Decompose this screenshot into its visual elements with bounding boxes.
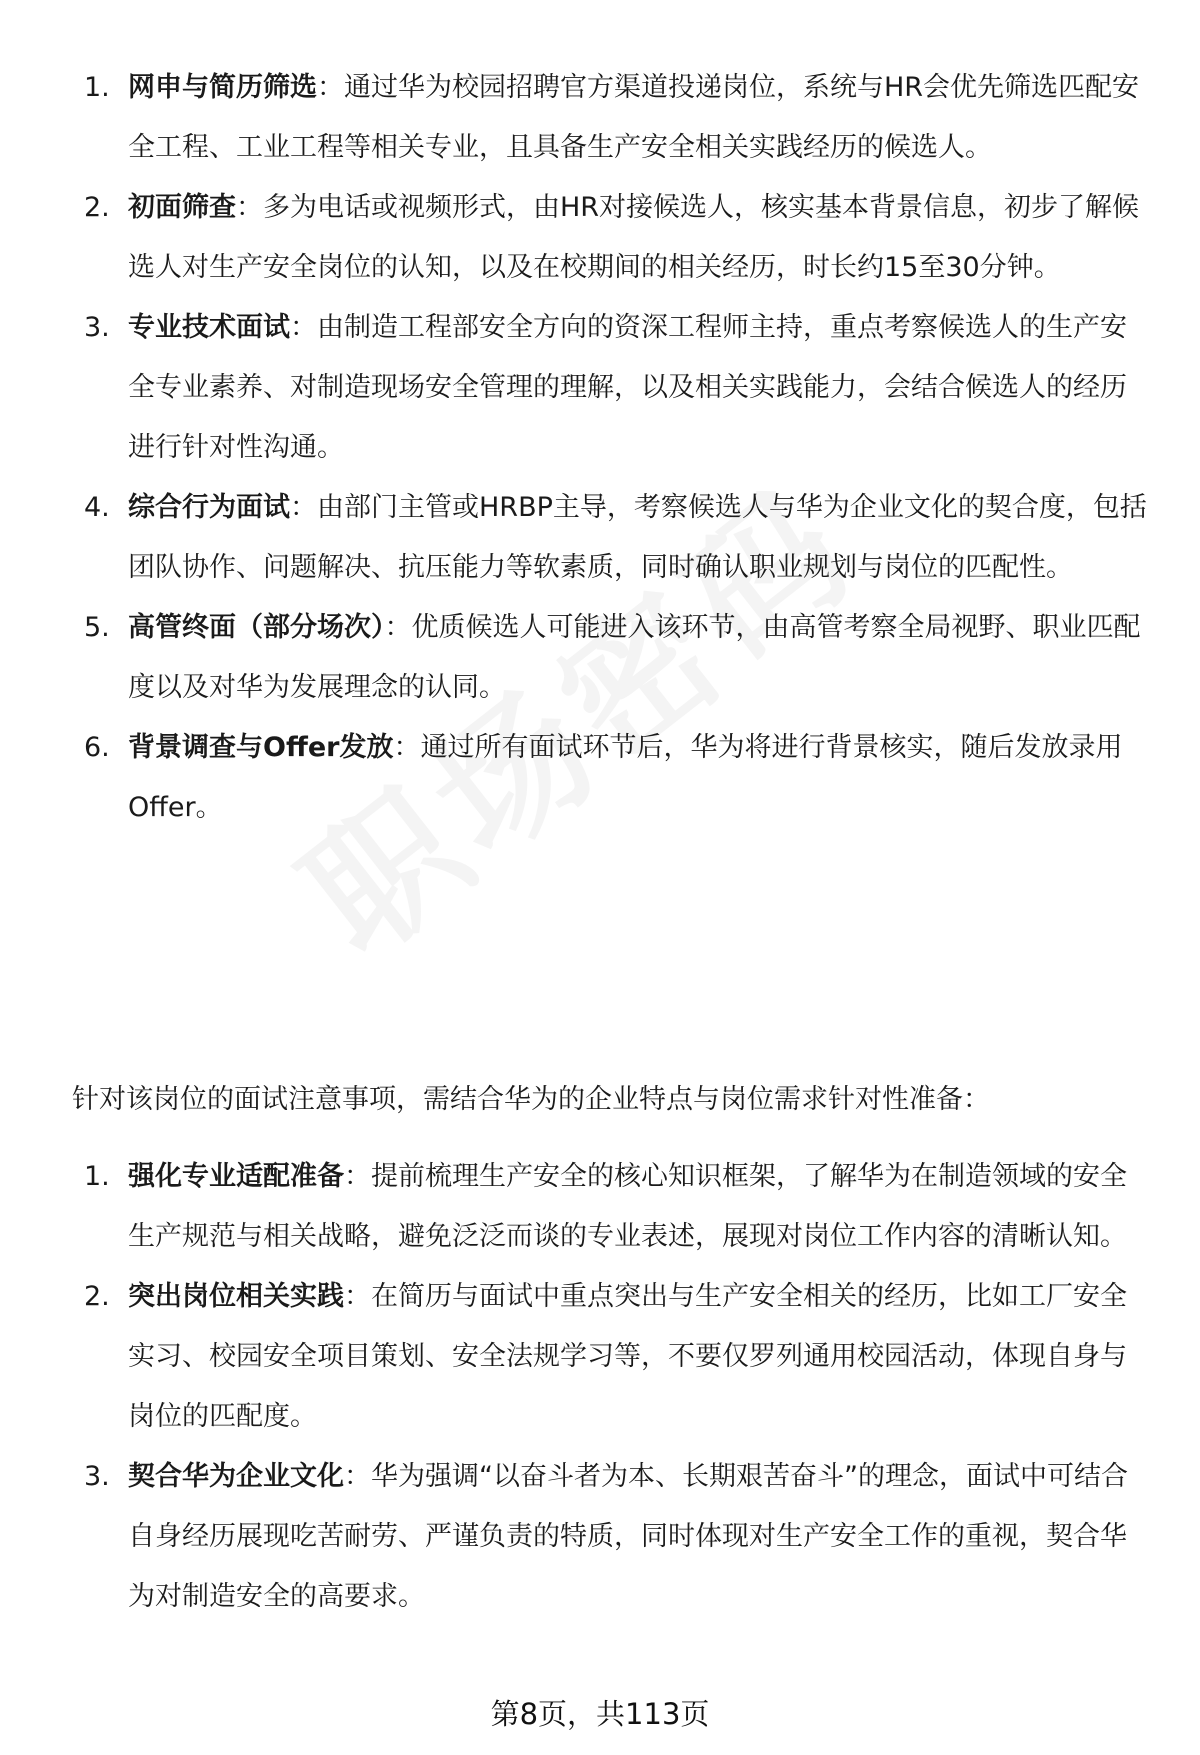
list-item [0, 298, 1200, 478]
list-item [0, 1447, 1200, 1627]
item-title: 综合行为面试 [128, 492, 290, 523]
item-title: 初面筛查 [128, 192, 236, 223]
item-title: 契合华为企业文化 [128, 1461, 344, 1492]
list-item [0, 178, 1200, 298]
intro-paragraph: 针对该岗位的面试注意事项，需结合华为的企业特点与岗位需求针对性准备： [72, 1084, 990, 1115]
list-item [0, 58, 1200, 178]
list-item [0, 718, 1200, 838]
item-title: 网申与简历筛选 [128, 72, 317, 103]
item-number: 3. [84, 1461, 110, 1492]
item-body: ：华为强调“以奋斗者为本、长期艰苦奋斗”的理念，面试中可结合自身经历展现吃苦耐劳、严谨负责的特质，同时体现对生产安全工作的重视，契合华为对制造安全的高要求。 [128, 1461, 1128, 1612]
item-body: ：多为电话或视频形式，由HR对接候选人，核实基本背景信息，初步了解候选人对生产安全岗位的认知，以及在校期间的相关经历，时长约15至30分钟。 [128, 192, 1140, 283]
list-item [0, 1267, 1200, 1447]
item-number: 2. [84, 1281, 110, 1312]
item-body: ：由制造工程部安全方向的资深工程师主持，重点考察候选人的生产安全专业素养、对制造现场安全管理的理解，以及相关实践能力，会结合候选人的经历进行针对性沟通。 [128, 312, 1127, 463]
item-number: 3. [84, 312, 110, 343]
item-body: ：通过华为校园招聘官方渠道投递岗位，系统与HR会优先筛选匹配安全工程、工业工程等相关专业，且具备生产安全相关实践经历的候选人。 [128, 72, 1140, 163]
item-body: ：通过所有面试环节后，华为将进行背景核实，随后发放录用Offer。 [128, 732, 1123, 823]
item-title: 专业技术面试 [128, 312, 290, 343]
item-number: 2. [84, 192, 110, 223]
item-body: ：提前梳理生产安全的核心知识框架，了解华为在制造领域的安全生产规范与相关战略，避免泛泛而谈的专业表述，展现对岗位工作内容的清晰认知。 [128, 1161, 1127, 1252]
item-body: ：在简历与面试中重点突出与生产安全相关的经历，比如工厂安全实习、校园安全项目策划、安全法规学习等，不要仅罗列通用校园活动，体现自身与岗位的匹配度。 [128, 1281, 1127, 1432]
item-title: 强化专业适配准备 [128, 1161, 344, 1192]
item-title: 高管终面（部分场次） [128, 612, 385, 643]
item-body: ：优质候选人可能进入该环节，由高管考察全局视野、职业匹配度以及对华为发展理念的认同。 [128, 612, 1141, 703]
interview-process-list [0, 58, 1200, 838]
item-number: 4. [84, 492, 110, 523]
list-item [0, 478, 1200, 598]
list-item [0, 1147, 1200, 1267]
item-title: 突出岗位相关实践 [128, 1281, 344, 1312]
item-body: ：由部门主管或HRBP主导，考察候选人与华为企业文化的契合度，包括团队协作、问题解决、抗压能力等软素质，同时确认职业规划与岗位的匹配性。 [128, 492, 1147, 583]
item-title: 背景调查与Offer发放 [128, 732, 394, 763]
item-number: 1. [84, 1161, 110, 1192]
interview-tips-list [0, 1147, 1200, 1627]
page-number: 第8页，共113页 [490, 1697, 710, 1731]
item-number: 1. [84, 72, 110, 103]
item-number: 5. [84, 612, 110, 643]
list-item [0, 598, 1200, 718]
item-number: 6. [84, 732, 110, 763]
